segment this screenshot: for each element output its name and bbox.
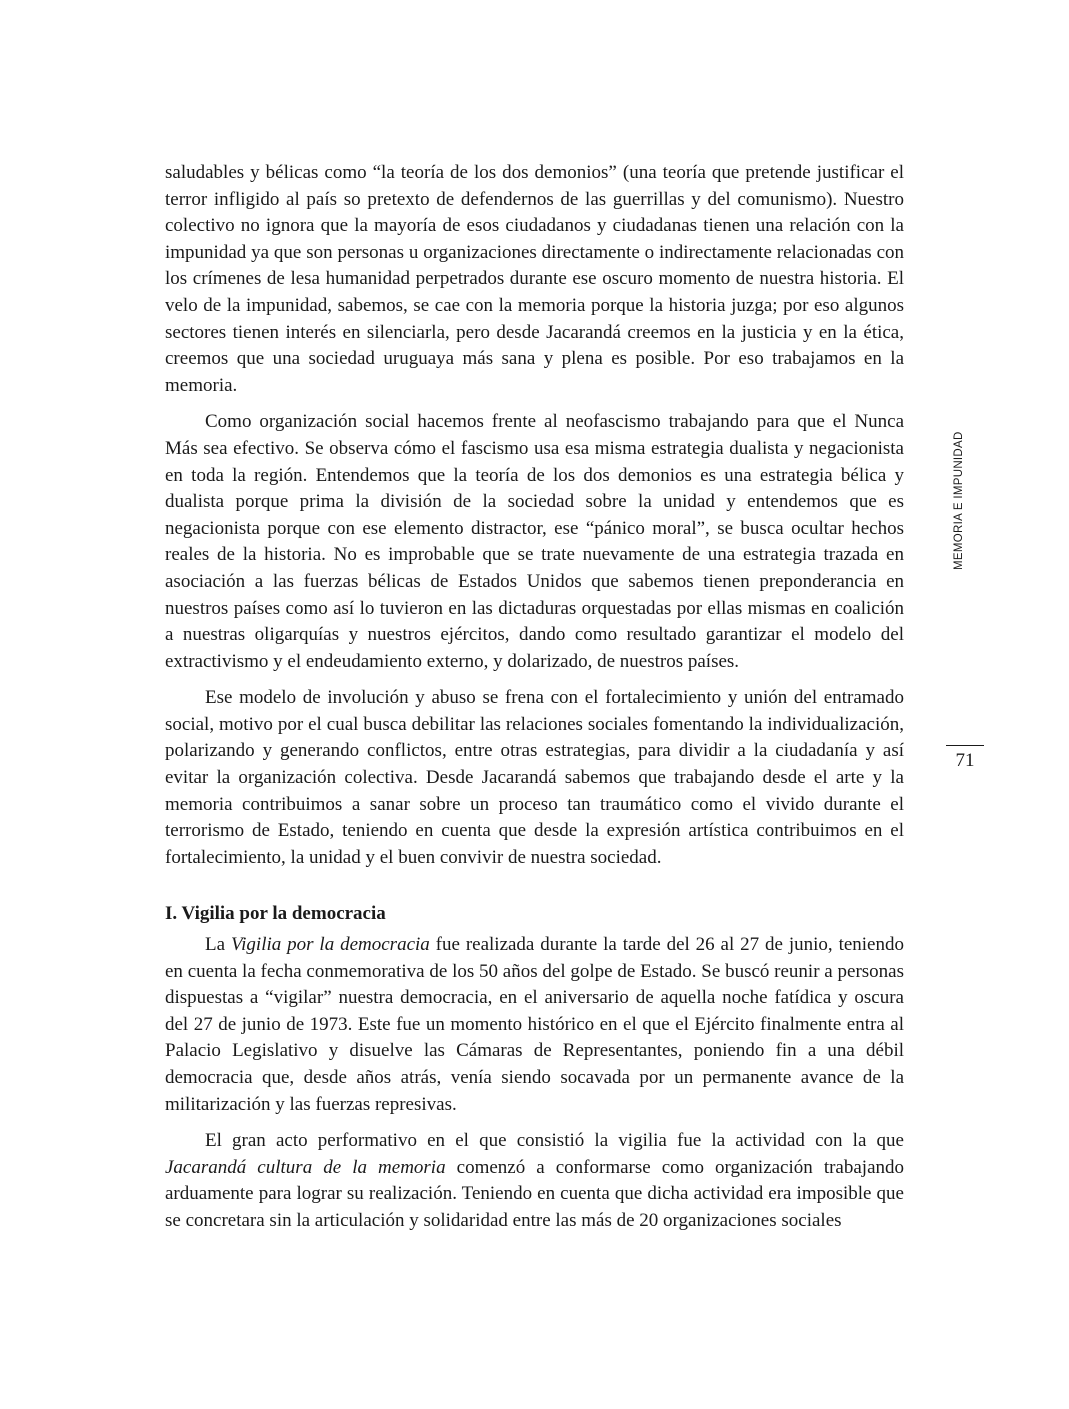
paragraph-5-lead: El gran acto performativo en el que consistió la vigilia fue la actividad con la que [205, 1130, 904, 1152]
paragraph-2: Como organización social hacemos frente al neofascismo trabajando para que el Nunca Más sea efectivo. Se observa cómo el fascismo usa esa misma estrategia dualista y negacionista en toda la región. Entendemos que la teoría de los dos demonios es una estrategia bélica y dualista porque prima la división de la sociedad sobre la unidad y entendemos que es negacionista porque con ese elemento distractor, ese “pánico moral”, se busca ocultar hechos reales de la historia. No es improbable que se trate nuevamente de una estrategia trazada en asociación a las fuerzas bélicas de Estados Unidos que sabemos tienen preponderancia en nuestros países como así lo tuvieron en las dictaduras orquestadas por ellas mismas en coalición a nuestras oligarquías y nuestros ejércitos, dando como resultado garantizar el modelo del extractivismo y el endeudamiento externo, y dolarizado, de nuestros países. [165, 411, 904, 672]
page-number-rule [946, 745, 984, 746]
paragraph-5-org-name: Jacarandá cultura de la memoria [165, 1156, 446, 1178]
paragraph-1: saludables y bélicas como “la teoría de los dos demonios” (una teoría que pretende justificar el terror infligido al país so pretexto de defendernos de las guerrillas y del comunismo). Nuestro colectivo no ignora que la mayoría de esos ciudadanos y ciudadanas tienen una relación con la impunidad ya que son personas u organizaciones directamente o indirectamente relacionadas con los crímenes de lesa humanidad perpetrados durante ese oscuro momento de nuestra historia. El velo de la impunidad, sabemos, se cae con la memoria porque la historia juzga; por eso algunos sectores tienen interés en silenciarla, pero desde Jacarandá creemos en la justicia y en la ética, creemos que una sociedad uruguaya más sana y plena es posible. Por eso trabajamos en la memoria. [165, 162, 904, 396]
paragraph-4-lead: La [205, 934, 231, 956]
paragraph-3: Ese modelo de involución y abuso se frena con el fortalecimiento y unión del entramado social, motivo por el cual busca debilitar las relaciones sociales fomentando la individualización, polarizando y generando conflictos, entre otras estrategias, para dividir a la ciudadanía y así evitar la organización colectiva. Desde Jacarandá sabemos que trabajando desde el arte y la memoria contribuimos a sanar sobre un proceso tan traumático como el vivido durante el terrorismo de Estado, teniendo en cuenta que desde la expresión artística contribuimos en el fortalecimiento, la unidad y el buen convivir de nuestra sociedad. [165, 687, 904, 868]
paragraph-4 [165, 932, 904, 1118]
body-text [165, 160, 904, 1245]
paragraph-5-body: comenzó a conformarse como organización trabajando arduamente para lograr su realización. Teniendo en cuenta que dicha actividad era imposible que se concretara sin la articulación y solidaridad entre las más de 20 organizaciones sociales [165, 1156, 905, 1231]
page-number: 71 [955, 750, 975, 771]
paragraph-5 [165, 1128, 904, 1234]
section-heading: I. Vigilia por la democracia [165, 903, 386, 925]
paragraph-4-body: fue realizada durante la tarde del 26 al 27 de junio, teniendo en cuenta la fecha conmemorativa de los 50 años del golpe de Estado. Se buscó reunir a personas dispuestas a “vigilar” nuestra democracia, en el aniversario de aquella noche fatídica y oscura del 27 de junio de 1973. Este fue un momento histórico en el que el Ejército finalmente entra al Palacio Legislativo y disuelve las Cámaras de Representantes, poniendo fin a una débil democracia que, desde años atrás, venía siendo socavada por un permanente avance de la militarización y las fuerzas represivas. [165, 934, 904, 1115]
running-header: MEMORIA E IMPUNIDAD [953, 431, 965, 570]
paragraph-4-title: Vigilia por la democracia [230, 934, 430, 956]
